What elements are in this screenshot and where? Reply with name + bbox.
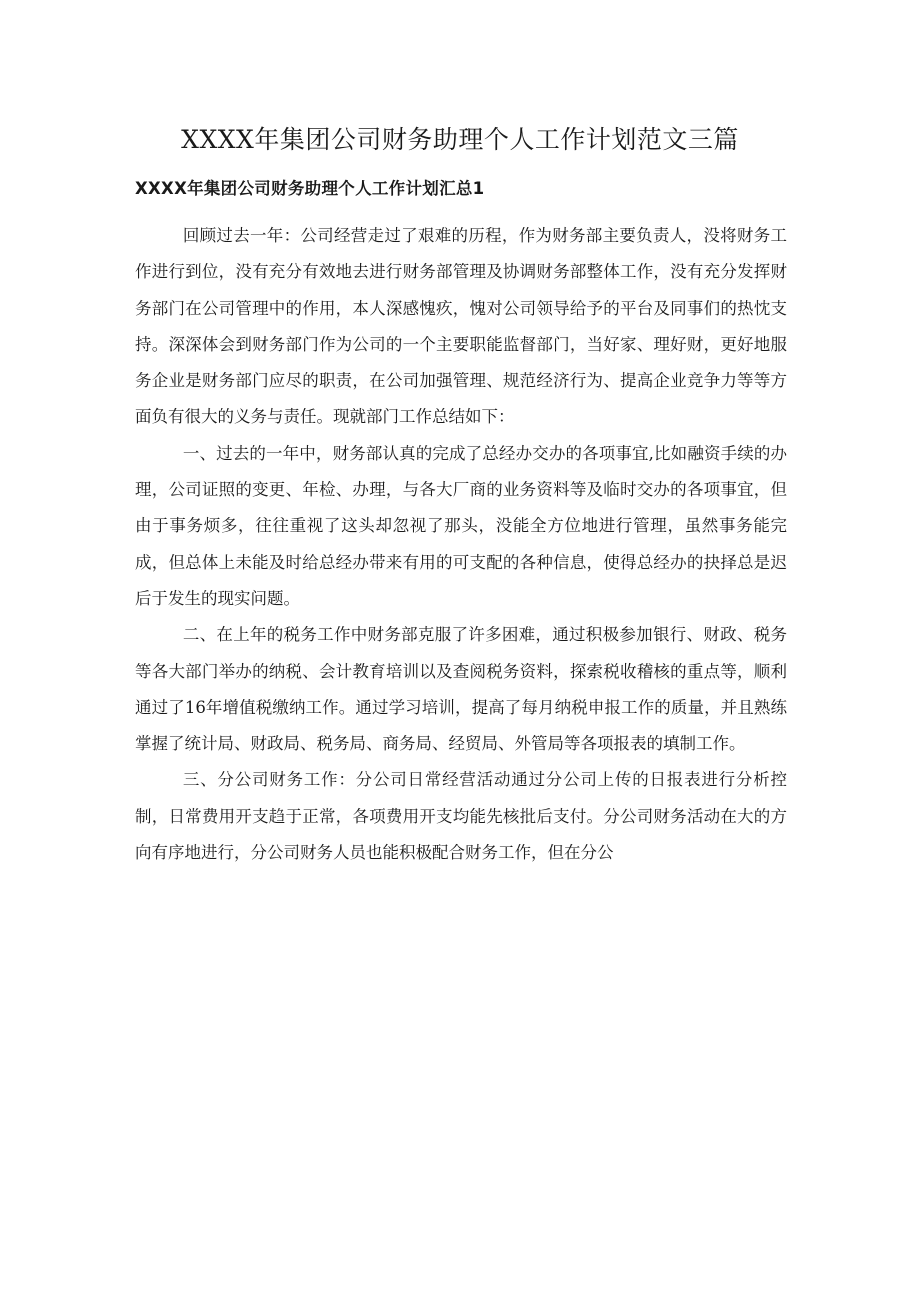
paragraph-review: 回顾过去一年：公司经营走过了艰难的历程，作为财务部主要负责人，没将财务工作进行到位，没有充分有效地去进行财务部管理及协调财务部整体工作，没有充分发挥财务部门在公司管理中的作用，本人深感愧疚，愧对公司领导给予的平台及同事们的热忱支持。深深体会到财务部门作为公司的一个主要职能监督部门，当好家、理好财，更好地服务企业是财务部门应尽的职责，在公司加强管理、规范经济行为、提高企业竞争力等等方面负有很大的义务与责任。现就部门工作总结如下： [135, 226, 787, 427]
paragraph-item-three: 三、分公司财务工作：分公司日常经营活动通过分公司上传的日报表进行分析控制，日常费用开支趋于正常，各项费用开支均能先核批后支付。分公司财务活动在大的方向有序地进行，分公司财务人员也能积极配合财务工作，但在分公 [135, 770, 787, 863]
document-title: XXXX年集团公司财务助理个人工作计划范文三篇 [181, 125, 739, 154]
paragraph-item-one: 一、过去的一年中，财务部认真的完成了总经办交办的各项事宜,比如融资手续的办理，公司证照的变更、年检、办理，与各大厂商的业务资料等及临时交办的各项事宜，但由于事务烦多，往往重视了这头却忽视了那头，没能全方位地进行管理，虽然事务能完成，但总体上未能及时给总经办带来有用的可支配的各种信息，使得总经办的抉择总是迟后于发生的现实问题。 [135, 443, 787, 608]
paragraph-item-two: 二、在上年的税务工作中财务部克服了许多困难，通过积极参加银行、财政、税务等各大部门举办的纳税、会计教育培训以及查阅税务资料，探索税收稽核的重点等，顺利通过了16年增值税缴纳工作。通过学习培训，提高了每月纳税申报工作的质量，并且熟练掌握了统计局、财政局、税务局、商务局、经贸局、外管局等各项报表的填制工作。 [135, 625, 787, 754]
document-body [135, 218, 787, 871]
section-heading: XXXX年集团公司财务助理个人工作计划汇总1 [135, 179, 485, 198]
